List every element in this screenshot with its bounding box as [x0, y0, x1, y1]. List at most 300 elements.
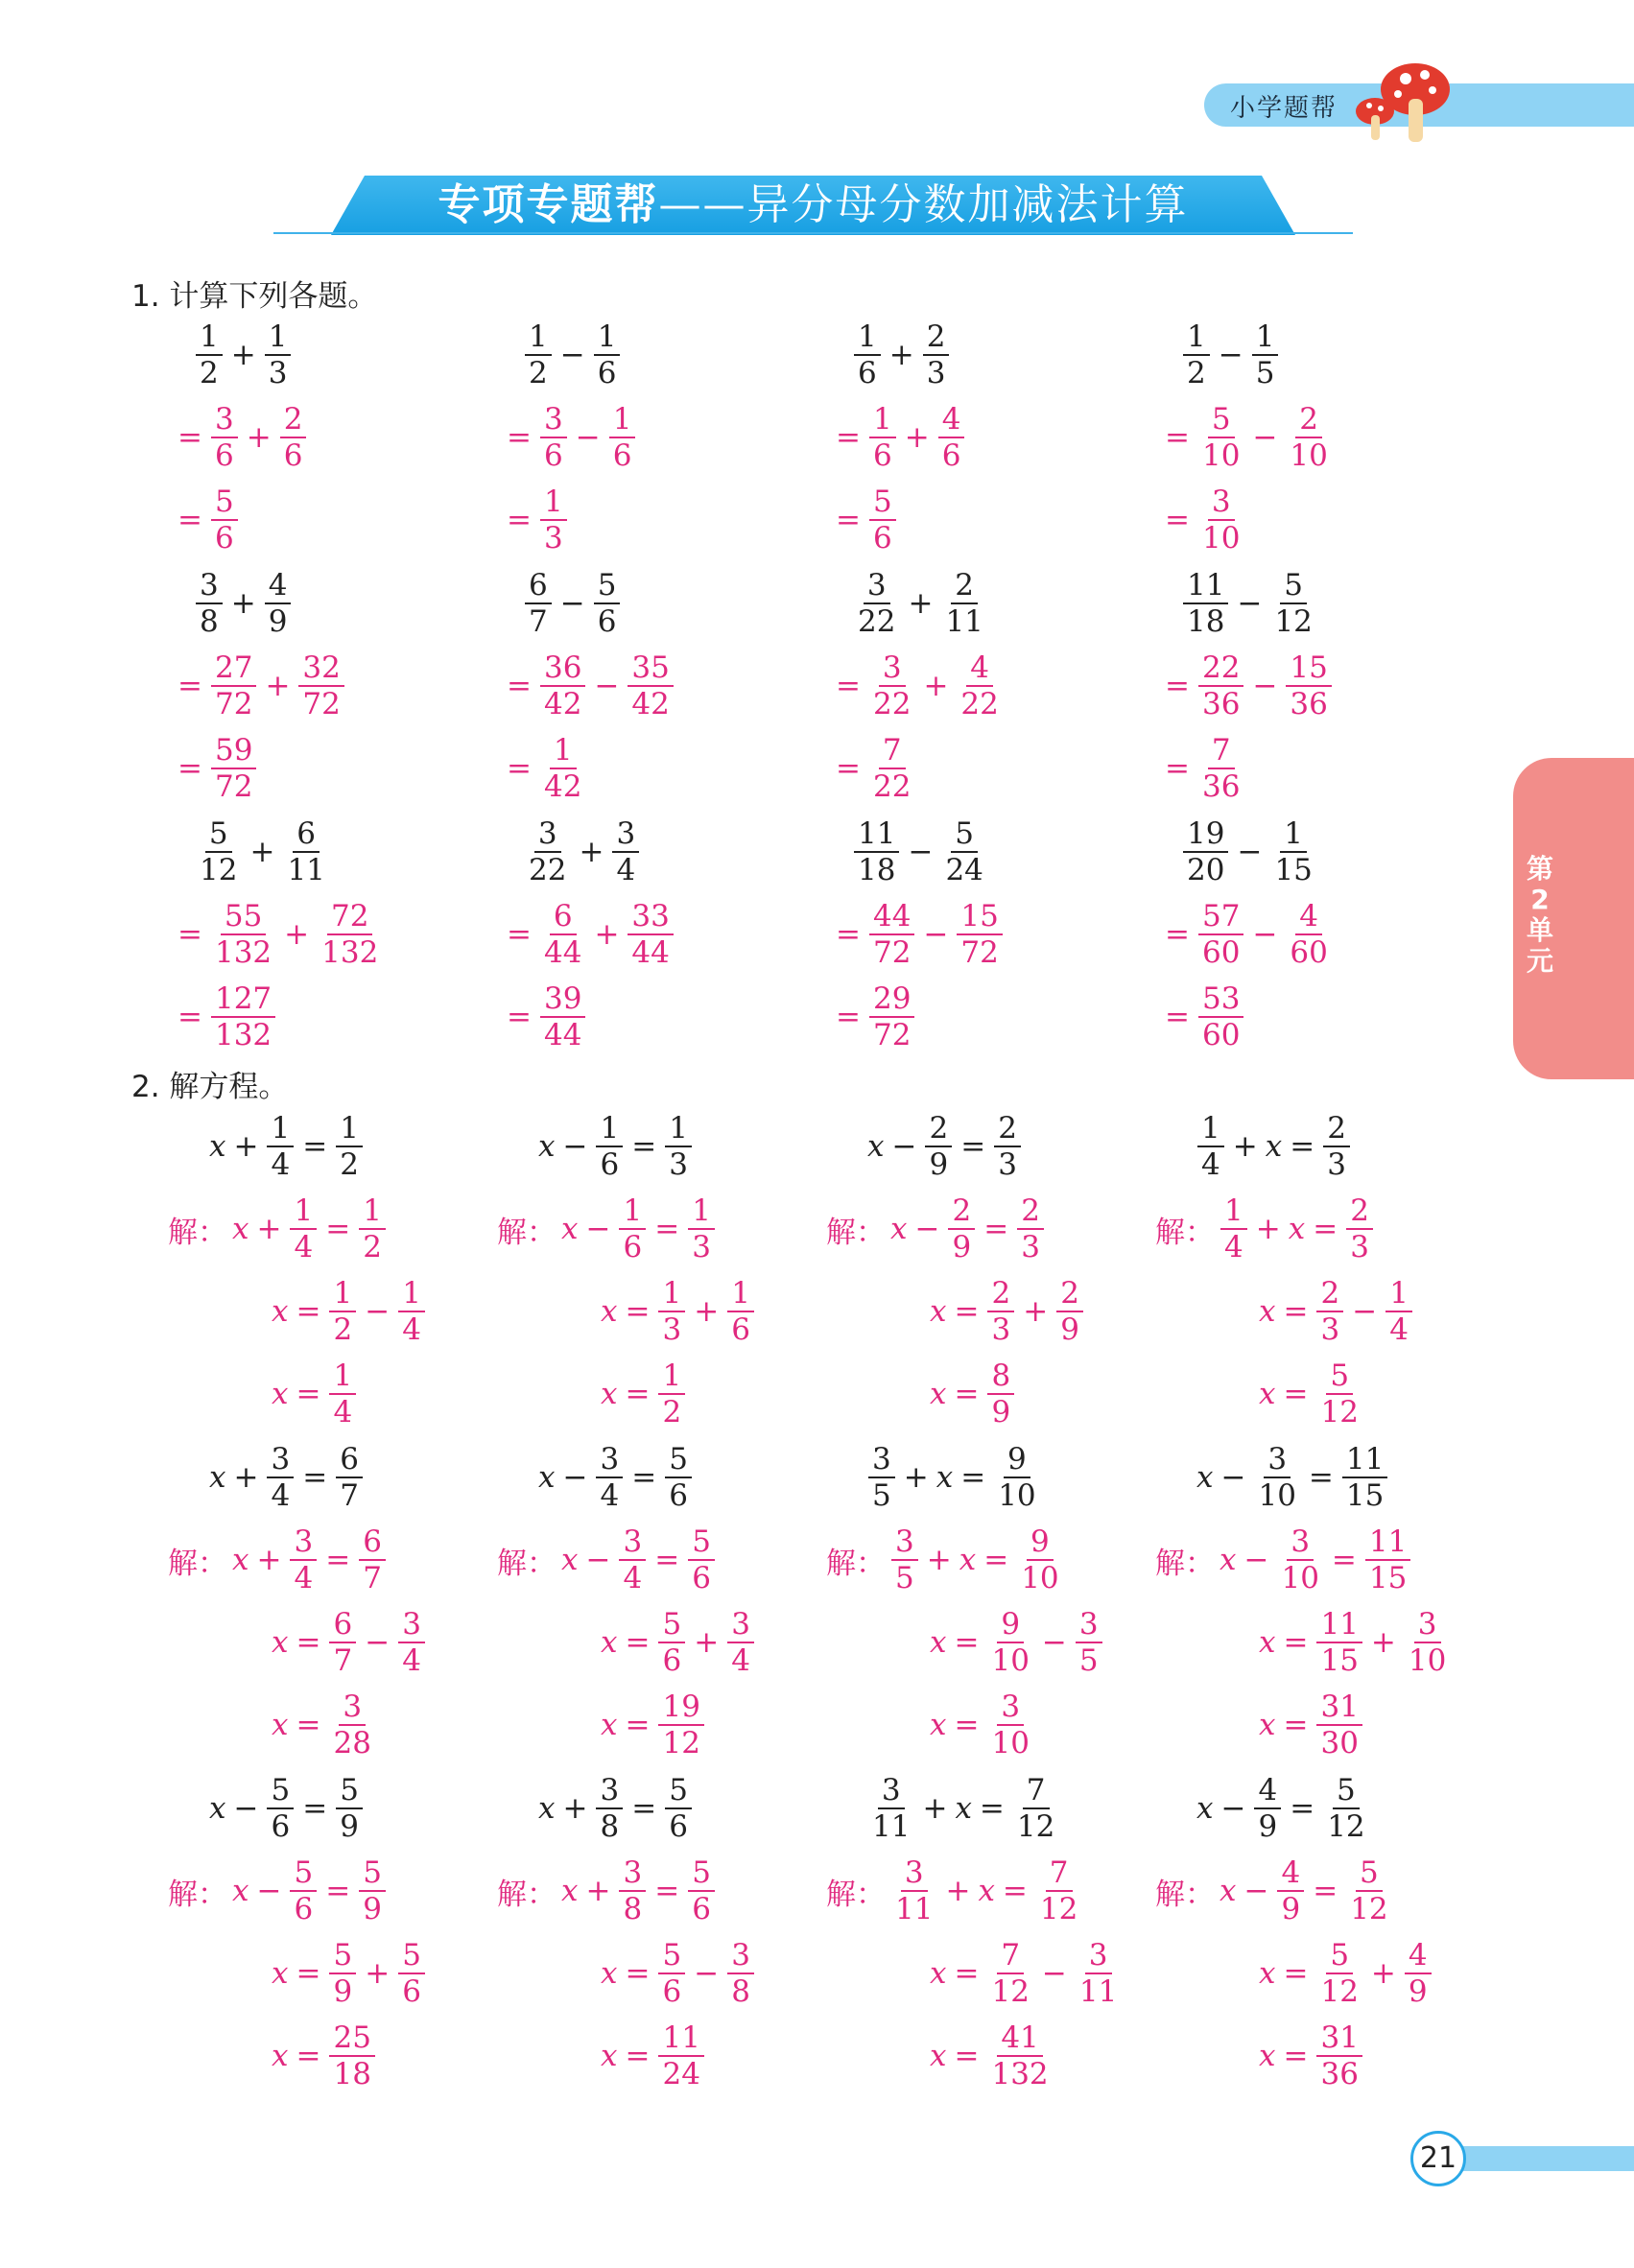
fraction [612, 816, 639, 887]
solution-answer [831, 979, 918, 1055]
numerator: 6 [336, 1442, 363, 1478]
fraction [540, 981, 585, 1052]
denominator: 60 [1201, 1018, 1241, 1052]
numerator: 39 [540, 981, 585, 1018]
operator: = [836, 1000, 861, 1034]
operator: = [296, 2039, 321, 2073]
variable: x [272, 2039, 289, 2073]
numerator: 22 [1198, 650, 1243, 687]
operator: = [325, 1874, 351, 1908]
fraction [658, 1276, 685, 1347]
fraction [1220, 1193, 1247, 1264]
problem-expression [192, 814, 333, 890]
variable: x [601, 1708, 618, 1742]
numerator: 1 [336, 1111, 363, 1147]
solution-answer [831, 482, 900, 558]
fraction [1277, 1855, 1304, 1926]
denominator: 5 [1255, 356, 1275, 390]
numerator: 3 [267, 1442, 294, 1478]
fraction [267, 1111, 294, 1182]
operator: − [233, 1791, 259, 1826]
numerator: 4 [265, 568, 292, 604]
variable: x [1259, 1377, 1276, 1411]
numerator: 4 [966, 650, 993, 687]
solution-step [1160, 399, 1336, 476]
fraction [318, 899, 382, 970]
operator: = [178, 1000, 202, 1034]
operator: = [625, 1294, 651, 1329]
equation [864, 1770, 1062, 1847]
fraction [398, 1607, 425, 1678]
solution-step [831, 399, 968, 476]
fraction [658, 2020, 703, 2091]
numerator: 29 [869, 981, 914, 1018]
numerator: 19 [658, 1689, 703, 1726]
numerator: 6 [359, 1524, 386, 1561]
fraction [329, 2020, 374, 2091]
denominator: 6 [872, 438, 892, 473]
operator: = [654, 1874, 680, 1908]
denominator: 11 [945, 604, 983, 639]
numerator: 1 [359, 1193, 386, 1230]
fraction [211, 484, 238, 555]
numerator: 1 [688, 1193, 715, 1230]
denominator: 10 [991, 1726, 1030, 1760]
fraction [1270, 816, 1315, 887]
numerator: 6 [329, 1607, 356, 1643]
numerator: 1 [1252, 319, 1279, 356]
solution-step [168, 1191, 390, 1267]
fraction [329, 1358, 356, 1429]
solution-answer [927, 2018, 1056, 2094]
problem-expression [192, 565, 295, 642]
operator: = [1313, 1212, 1338, 1246]
fraction [196, 568, 223, 639]
operator: + [945, 1874, 971, 1908]
operator: = [983, 1212, 1009, 1246]
fraction [1316, 1276, 1343, 1347]
fraction [1198, 484, 1243, 555]
denominator: 24 [945, 853, 983, 887]
numerator: 6 [550, 899, 577, 935]
denominator: 6 [858, 356, 877, 390]
fraction [1254, 1442, 1299, 1513]
fraction [267, 1773, 294, 1844]
denominator: 10 [1201, 438, 1241, 473]
numerator: 5 [1280, 568, 1307, 604]
numerator: 31 [1316, 1689, 1362, 1726]
denominator: 8 [731, 1974, 750, 2009]
numerator: 5 [1333, 1773, 1360, 1809]
numerator: 1 [594, 319, 621, 356]
solution-answer [173, 979, 279, 1055]
problem-expression [521, 565, 624, 642]
operator: = [1002, 1874, 1028, 1908]
fraction [923, 319, 950, 390]
operator: = [625, 1625, 651, 1660]
numerator: 5 [398, 1938, 425, 1974]
unit-tab-char: 2 [1530, 884, 1550, 915]
solution-step [826, 1191, 1048, 1267]
denominator: 22 [858, 604, 896, 639]
numerator: 1 [1220, 1193, 1247, 1230]
solve-prefix: 解： [168, 1215, 227, 1250]
fraction [336, 1111, 363, 1182]
denominator: 6 [402, 1974, 421, 2009]
fraction [987, 1938, 1032, 2009]
denominator: 9 [1281, 1892, 1301, 1926]
numerator: 3 [1287, 1524, 1314, 1561]
operator: = [654, 1212, 680, 1246]
denominator: 8 [200, 604, 219, 639]
numerator: 3 [196, 568, 223, 604]
fraction [265, 568, 292, 639]
operator: − [1243, 1874, 1269, 1908]
numerator: 36 [540, 650, 585, 687]
denominator: 72 [872, 1018, 912, 1052]
operator: + [908, 586, 934, 621]
numerator: 1 [290, 1193, 317, 1230]
equation [535, 1770, 696, 1847]
numerator: 1 [658, 1358, 685, 1395]
operator: = [954, 1294, 980, 1329]
fraction [994, 1111, 1021, 1182]
operator: = [836, 503, 861, 537]
solution-step [497, 1853, 719, 1929]
solution-answer [173, 482, 242, 558]
fraction [619, 1855, 646, 1926]
denominator: 4 [1389, 1312, 1409, 1347]
fraction [1323, 1111, 1350, 1182]
operator: = [296, 1377, 321, 1411]
variable: x [538, 1129, 556, 1164]
numerator: 11 [1316, 1607, 1362, 1643]
operator: − [1243, 1543, 1269, 1577]
solution-answer [1256, 1687, 1366, 1763]
denominator: 20 [1187, 853, 1225, 887]
denominator: 10 [1408, 1643, 1447, 1678]
operator: = [325, 1543, 351, 1577]
fraction [869, 402, 896, 473]
numerator: 3 [596, 1442, 623, 1478]
solution-step [1256, 1273, 1416, 1350]
denominator: 3 [1327, 1147, 1346, 1182]
operator: = [1165, 503, 1190, 537]
operator: = [1165, 751, 1190, 786]
solution-step [497, 1191, 719, 1267]
denominator: 36 [1320, 2057, 1359, 2091]
equation [535, 1108, 696, 1185]
operator: = [507, 751, 532, 786]
unit-tab-char: 元 [1526, 945, 1553, 977]
denominator: 11 [1078, 1974, 1118, 2009]
solution-step [826, 1522, 1067, 1598]
equation [535, 1439, 696, 1516]
fraction [869, 650, 914, 721]
variable: x [1196, 1791, 1214, 1826]
denominator: 5 [872, 1478, 891, 1513]
denominator: 36 [1290, 687, 1328, 721]
variable: x [930, 1294, 947, 1329]
fraction [1316, 1938, 1362, 2009]
numerator: 3 [1414, 1607, 1441, 1643]
fraction [727, 1276, 754, 1347]
solution-step [168, 1522, 390, 1598]
denominator: 4 [294, 1561, 314, 1595]
numerator: 11 [1365, 1524, 1410, 1561]
denominator: 2 [662, 1395, 682, 1429]
numerator: 5 [951, 816, 978, 853]
variable: x [601, 1625, 618, 1660]
fraction [619, 1193, 646, 1264]
operator: − [1352, 1294, 1378, 1329]
denominator: 10 [1021, 1561, 1059, 1595]
numerator: 4 [1295, 899, 1322, 935]
numerator: 3 [534, 816, 561, 853]
operator: = [631, 1129, 657, 1164]
denominator: 8 [623, 1892, 643, 1926]
denominator: 72 [214, 769, 253, 804]
operator: + [1370, 1625, 1396, 1660]
operator: + [903, 1460, 929, 1495]
numerator: 1 [619, 1193, 646, 1230]
operator: − [914, 1212, 940, 1246]
numerator: 3 [398, 1607, 425, 1643]
solution-answer [502, 730, 589, 807]
operator: = [507, 503, 532, 537]
variable: x [1288, 1212, 1306, 1246]
numerator: 31 [1316, 2020, 1362, 2057]
variable: x [930, 1377, 947, 1411]
denominator: 11 [872, 1809, 911, 1844]
numerator: 3 [727, 1938, 754, 1974]
variable: x [561, 1543, 579, 1577]
denominator: 4 [402, 1312, 421, 1347]
operator: + [265, 669, 291, 703]
numerator: 53 [1198, 981, 1243, 1018]
fraction [869, 733, 914, 804]
fraction [196, 319, 223, 390]
operator: − [1041, 1956, 1067, 1991]
denominator: 2 [529, 356, 548, 390]
fraction [987, 1276, 1014, 1347]
fraction [540, 402, 567, 473]
denominator: 8 [600, 1809, 620, 1844]
denominator: 3 [543, 521, 563, 555]
operator: + [230, 338, 256, 372]
numerator: 3 [891, 1524, 918, 1561]
equation [206, 1439, 367, 1516]
operator: − [1220, 1791, 1246, 1826]
operator: = [1313, 1874, 1338, 1908]
operator: = [178, 420, 202, 455]
denominator: 42 [631, 687, 670, 721]
equation [864, 1108, 1025, 1185]
numerator: 1 [398, 1276, 425, 1312]
fraction [525, 319, 552, 390]
fraction [658, 1607, 685, 1678]
variable: x [272, 1956, 289, 1991]
operator: − [562, 1129, 588, 1164]
fraction [1286, 899, 1331, 970]
denominator: 6 [283, 438, 303, 473]
header-label: 小学题帮 [1230, 94, 1338, 123]
solution-answer [269, 1687, 379, 1763]
fraction [854, 816, 899, 887]
problem-expression [1179, 814, 1320, 890]
denominator: 4 [271, 1478, 291, 1513]
operator: = [1331, 1543, 1357, 1577]
denominator: 7 [333, 1643, 353, 1678]
page-number: 21 [1410, 2131, 1466, 2186]
variable: x [232, 1543, 249, 1577]
denominator: 60 [1290, 935, 1328, 970]
fraction [1316, 1607, 1362, 1678]
solve-prefix: 解： [826, 1215, 886, 1250]
operator: = [302, 1791, 328, 1826]
fraction [1198, 981, 1243, 1052]
fraction [1198, 733, 1243, 804]
fraction [1342, 1442, 1387, 1513]
numerator: 41 [997, 2020, 1042, 2057]
fraction [336, 1773, 363, 1844]
problem-expression [521, 814, 643, 890]
denominator: 3 [1350, 1230, 1369, 1264]
operator: = [296, 1708, 321, 1742]
numerator: 7 [879, 733, 906, 769]
solution-step [173, 648, 348, 724]
numerator: 4 [1254, 1773, 1281, 1809]
solution-step [831, 896, 1006, 973]
fraction [619, 1524, 646, 1595]
operator: = [1290, 1791, 1315, 1826]
fraction [1286, 402, 1331, 473]
fraction [1017, 1193, 1044, 1264]
fraction [540, 484, 567, 555]
fraction [1316, 2020, 1362, 2091]
fraction [1316, 1689, 1362, 1760]
numerator: 3 [612, 816, 639, 853]
numerator: 3 [1264, 1442, 1291, 1478]
fraction [891, 1524, 918, 1595]
numerator: 2 [925, 1111, 952, 1147]
denominator: 18 [333, 2057, 371, 2091]
numerator: 1 [267, 1111, 294, 1147]
fraction [398, 1276, 425, 1347]
denominator: 3 [669, 1147, 688, 1182]
denominator: 18 [858, 853, 896, 887]
solution-step [1160, 648, 1336, 724]
denominator: 132 [214, 1018, 272, 1052]
fraction [994, 1442, 1039, 1513]
variable: x [272, 1708, 289, 1742]
denominator: 10 [991, 1643, 1030, 1678]
solve-prefix: 解： [497, 1215, 557, 1250]
fraction [628, 650, 673, 721]
solve-prefix: 解： [826, 1546, 886, 1581]
fraction [1056, 1276, 1083, 1347]
fraction [290, 1524, 317, 1595]
operator: − [256, 1874, 282, 1908]
operator: + [694, 1294, 720, 1329]
denominator: 22 [529, 853, 567, 887]
solution-step [497, 1522, 719, 1598]
fraction [868, 1773, 913, 1844]
numerator: 57 [1198, 899, 1243, 935]
solution-answer [598, 1687, 708, 1763]
denominator: 10 [998, 1478, 1036, 1513]
numerator: 11 [1342, 1442, 1387, 1478]
fraction [1198, 402, 1243, 473]
denominator: 3 [1320, 1312, 1340, 1347]
numerator: 55 [221, 899, 266, 935]
operator: = [1165, 917, 1190, 952]
operator: + [694, 1625, 720, 1660]
operator: = [1308, 1460, 1334, 1495]
denominator: 60 [1201, 935, 1241, 970]
equation [1194, 1439, 1391, 1516]
numerator: 2 [1316, 1276, 1343, 1312]
fraction [869, 899, 914, 970]
denominator: 4 [600, 1478, 620, 1513]
numerator: 3 [997, 1689, 1024, 1726]
fraction [1036, 1855, 1081, 1926]
equation [1194, 1770, 1373, 1847]
operator: = [625, 1956, 651, 1991]
operator: = [960, 1460, 986, 1495]
operator: + [579, 835, 604, 869]
fraction [525, 816, 570, 887]
variable: x [209, 1129, 226, 1164]
numerator: 32 [298, 650, 343, 687]
solution-step [927, 1273, 1087, 1350]
operator: + [1370, 1956, 1396, 1991]
numerator: 1 [540, 484, 567, 521]
numerator: 2 [1056, 1276, 1083, 1312]
solution-answer [831, 730, 918, 807]
operator: + [923, 669, 949, 703]
operator: + [230, 586, 256, 621]
numerator: 3 [879, 650, 906, 687]
numerator: 59 [211, 733, 256, 769]
denominator: 12 [662, 1726, 700, 1760]
denominator: 44 [543, 935, 582, 970]
numerator: 5 [869, 484, 896, 521]
operator: = [178, 503, 202, 537]
denominator: 12 [1274, 604, 1313, 639]
fraction [948, 1193, 975, 1264]
denominator: 10 [1290, 438, 1328, 473]
operator: = [178, 917, 202, 952]
numerator: 27 [211, 650, 256, 687]
numerator: 5 [1208, 402, 1235, 438]
solution-step [831, 648, 1006, 724]
numerator: 2 [1323, 1111, 1350, 1147]
fraction [290, 1855, 317, 1926]
denominator: 6 [662, 1974, 682, 2009]
fraction [1197, 1111, 1224, 1182]
operator: = [836, 420, 861, 455]
numerator: 3 [864, 568, 890, 604]
fraction [1017, 1524, 1062, 1595]
problem-expression [1179, 317, 1282, 393]
denominator: 4 [271, 1147, 291, 1182]
fraction [211, 981, 275, 1052]
fraction [1385, 1276, 1412, 1347]
variable: x [232, 1212, 249, 1246]
solution-step [927, 1604, 1106, 1681]
denominator: 6 [612, 438, 632, 473]
